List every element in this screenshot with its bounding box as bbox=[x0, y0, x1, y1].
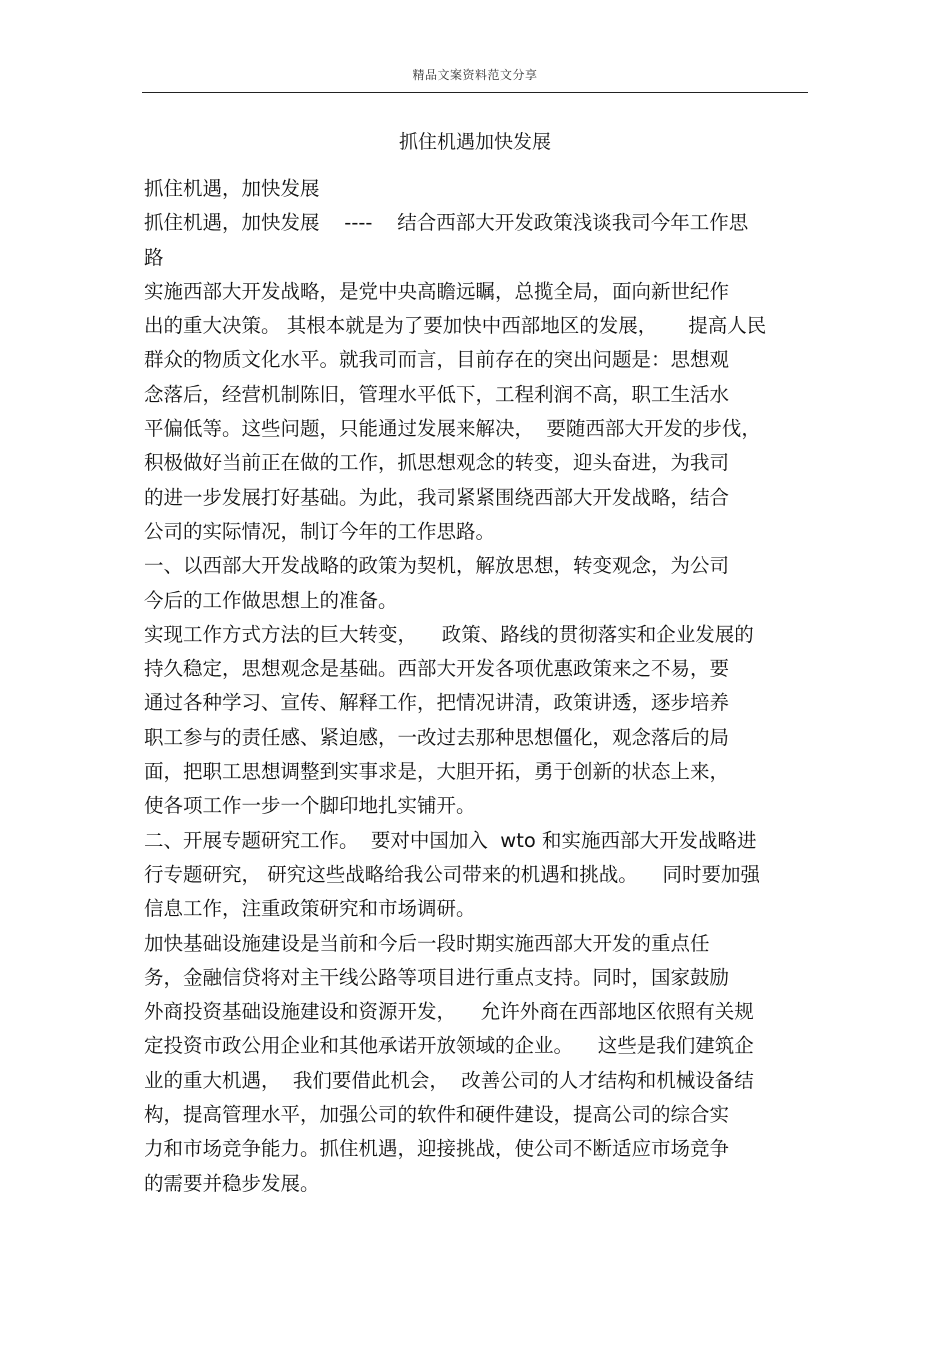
text-line: 业的重大机遇， 我们要借此机会， 改善公司的人才结构和机械设备结 bbox=[144, 1068, 754, 1092]
text-line: 公司的实际情况，制订今年的工作思路。 bbox=[144, 519, 496, 543]
text-line: 信息工作，注重政策研究和市场调研。 bbox=[144, 897, 476, 921]
text-line: 积极做好当前正在做的工作，抓思想观念的转变，迎头奋进，为我司 bbox=[144, 451, 730, 475]
text-line: 加快基础设施建设是当前和今后一段时期实施西部大开发的重点任 bbox=[144, 931, 710, 955]
document-title: 抓住机遇加快发展 bbox=[398, 131, 551, 153]
text-line: 行专题研究， 研究这些战略给我公司带来的机遇和挑战。 同时要加强 bbox=[144, 862, 760, 886]
text-line: 的进一步发展打好基础。为此，我司紧紧围绕西部大开发战略，结合 bbox=[144, 485, 730, 509]
text-line: 持久稳定，思想观念是基础。西部大开发各项优惠政策来之不易，要 bbox=[144, 657, 730, 681]
text-line: 使各项工作一步一个脚印地扎实铺开。 bbox=[144, 794, 476, 818]
text-line: 务，金融信贷将对主干线公路等项目进行重点支持。同时，国家鼓励 bbox=[144, 965, 730, 989]
text-line: 二、开展专题研究工作。 要对中国加入 wto 和实施西部大开发战略进 bbox=[144, 828, 757, 852]
text-line: 群众的物质文化水平。就我司而言，目前存在的突出问题是：思想观 bbox=[144, 348, 730, 372]
text-line: 职工参与的责任感、紧迫感，一改过去那种思想僵化，观念落后的局 bbox=[144, 725, 730, 749]
text-line: 构，提高管理水平，加强公司的软件和硬件建设，提高公司的综合实 bbox=[144, 1103, 730, 1127]
text-line: 面，把职工思想调整到实事求是，大胆开拓，勇于创新的状态上来， bbox=[144, 760, 730, 784]
text-line: 力和市场竞争能力。抓住机遇，迎接挑战，使公司不断适应市场竞争 bbox=[144, 1137, 730, 1161]
text-line: 一、以西部大开发战略的政策为契机，解放思想，转变观念，为公司 bbox=[144, 554, 730, 578]
text-line: 念落后，经营机制陈旧，管理水平低下，工程利润不高，职工生活水 bbox=[144, 382, 730, 406]
text-line: 通过各种学习、宣传、解释工作，把情况讲清，政策讲透，逐步培养 bbox=[144, 691, 730, 715]
text-line: 平偏低等。这些问题，只能通过发展来解决， 要随西部大开发的步伐， bbox=[144, 417, 761, 441]
text-line: 抓住机遇，加快发展 ---- 结合西部大开发政策浅谈我司今年工作思 bbox=[144, 211, 749, 235]
text-line: 今后的工作做思想上的准备。 bbox=[144, 588, 398, 612]
text-line: 抓住机遇，加快发展 bbox=[144, 177, 320, 200]
text-line: 的需要并稳步发展。 bbox=[144, 1171, 320, 1195]
text-line: 路 bbox=[144, 245, 164, 269]
document-body bbox=[144, 172, 804, 1201]
text-line: 实现工作方式方法的巨大转变， 政策、路线的贯彻落实和企业发展的 bbox=[144, 622, 754, 646]
text-line: 定投资市政公用企业和其他承诺开放领域的企业。 这些是我们建筑企 bbox=[144, 1034, 754, 1058]
text-line: 外商投资基础设施建设和资源开发， 允许外商在西部地区依照有关规 bbox=[144, 1000, 754, 1024]
text-line: 实施西部大开发战略，是党中央高瞻远瞩，总揽全局，面向新世纪作 bbox=[144, 279, 730, 303]
page-header: 精品文案资料范文分享 bbox=[412, 68, 538, 82]
header-divider bbox=[142, 92, 808, 93]
text-line: 出的重大决策。 其根本就是为了要加快中西部地区的发展， 提高人民 bbox=[144, 314, 767, 338]
